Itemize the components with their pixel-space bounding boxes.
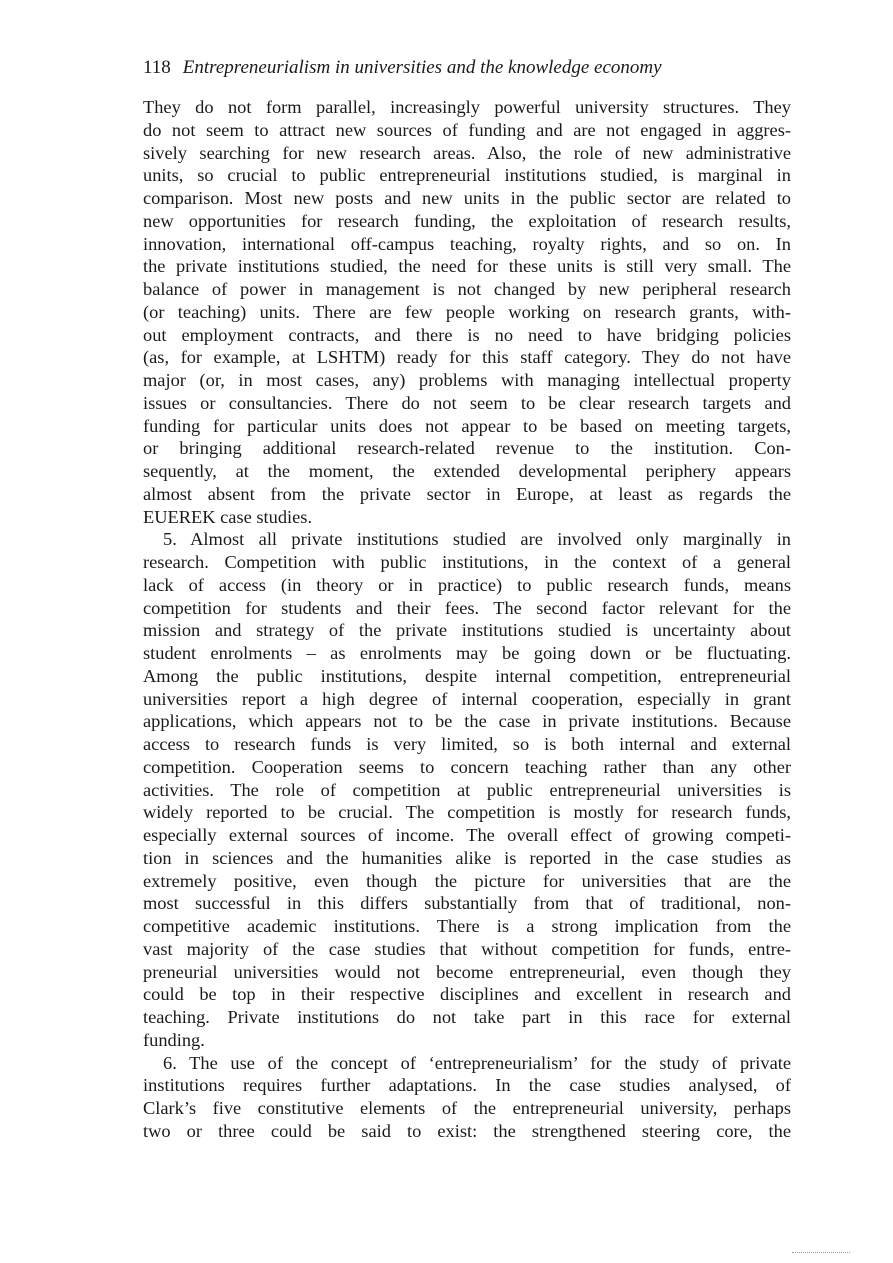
text-line: teaching. Private institutions do not take part in this race for external — [143, 1007, 791, 1027]
text-line: sively searching for new research areas. Also, the role of new administrative — [143, 142, 791, 163]
text-line: two or three could be said to exist: the strengthened steering core, the — [143, 1120, 791, 1141]
text-line: access to research funds is very limited, so is both internal and external — [143, 734, 791, 754]
text-line: vast majority of the case studies that without competition for funds, entre- — [143, 938, 791, 959]
text-line: or bringing additional research-related revenue to the institution. Con- — [143, 438, 791, 459]
page-number: 118 — [143, 57, 171, 78]
text-line: innovation, international off-campus teaching, royalty rights, and so on. In — [143, 233, 791, 254]
text-line: competition. Cooperation seems to concern teaching rather than any other — [143, 756, 791, 777]
text-line: sequently, at the moment, the extended developmental periphery appears — [143, 461, 791, 481]
running-title: Entrepreneurialism in universities and the knowledge economy — [182, 57, 662, 78]
text-line: They do not form parallel, increasingly powerful university structures. They — [143, 97, 791, 117]
text-line: major (or, in most cases, any) problems with managing intellectual property — [143, 370, 791, 390]
text-line: EUEREK case studies. — [143, 506, 313, 527]
text-line: could be top in their respective disciplines and excellent in research and — [143, 984, 791, 1005]
text-line: units, so crucial to public entrepreneurial institutions studied, is marginal in — [143, 165, 791, 186]
text-line: comparison. Most new posts and new units in the public sector are related to — [143, 188, 791, 208]
text-line: (as, for example, at LSHTM) ready for this staff category. They do not have — [143, 347, 791, 368]
body-text — [143, 96, 791, 1143]
text-line: out employment contracts, and there is no need to have bridging policies — [143, 324, 791, 345]
text-line: preneurial universities would not become entrepreneurial, even though they — [143, 961, 791, 982]
text-line: do not seem to attract new sources of funding and are not engaged in aggres- — [143, 119, 791, 140]
text-line: mission and strategy of the private institutions studied is uncertainty about — [143, 620, 791, 641]
text-line: almost absent from the private sector in Europe, at least as regards the — [143, 483, 791, 504]
text-line: especially external sources of income. The overall effect of growing competi- — [143, 825, 791, 845]
text-line: balance of power in management is not changed by new peripheral research — [143, 279, 791, 299]
text-line: widely reported to be crucial. The competition is mostly for research funds, — [143, 802, 791, 823]
text-line: competition for students and their fees. The second factor relevant for the — [143, 597, 791, 618]
text-line: applications, which appears not to be the case in private institutions. Because — [143, 711, 791, 732]
text-line: lack of access (in theory or in practice) to public research funds, means — [143, 574, 791, 595]
text-line: the private institutions studied, the need for these units is still very small. The — [143, 256, 791, 277]
footer-divider — [792, 1252, 850, 1254]
text-line: funding. — [143, 1029, 205, 1050]
text-line: tion in sciences and the humanities alike is reported in the case studies as — [143, 847, 791, 868]
text-line: (or teaching) units. There are few people working on research grants, with- — [143, 301, 791, 322]
text-line: new opportunities for research funding, the exploitation of research results, — [143, 210, 791, 231]
text-line: student enrolments – as enrolments may be going down or be fluctuating. — [143, 643, 791, 663]
text-line: extremely positive, even though the picture for universities that are the — [143, 870, 791, 891]
text-line: issues or consultancies. There do not seem to be clear research targets and — [143, 392, 791, 413]
text-line: Among the public institutions, despite internal competition, entrepreneurial — [143, 665, 791, 686]
text-line: competitive academic institutions. There is a strong implication from the — [143, 916, 791, 936]
text-line: 6. The use of the concept of ‘entrepreneurialism’ for the study of private — [163, 1052, 791, 1073]
text-line: activities. The role of competition at public entrepreneurial universities is — [143, 779, 791, 800]
text-line: funding for particular units does not appear to be based on meeting targets, — [143, 415, 791, 436]
text-line: Clark’s five constitutive elements of the entrepreneurial university, perhaps — [143, 1098, 791, 1118]
text-line: research. Competition with public institutions, in the context of a general — [143, 552, 791, 572]
text-line: universities report a high degree of internal cooperation, especially in grant — [143, 688, 791, 709]
text-line: most successful in this differs substantially from that of traditional, non- — [143, 893, 791, 914]
running-head — [143, 56, 803, 80]
text-line: 5. Almost all private institutions studied are involved only marginally in — [163, 529, 791, 550]
text-line: institutions requires further adaptations. In the case studies analysed, of — [143, 1075, 791, 1096]
